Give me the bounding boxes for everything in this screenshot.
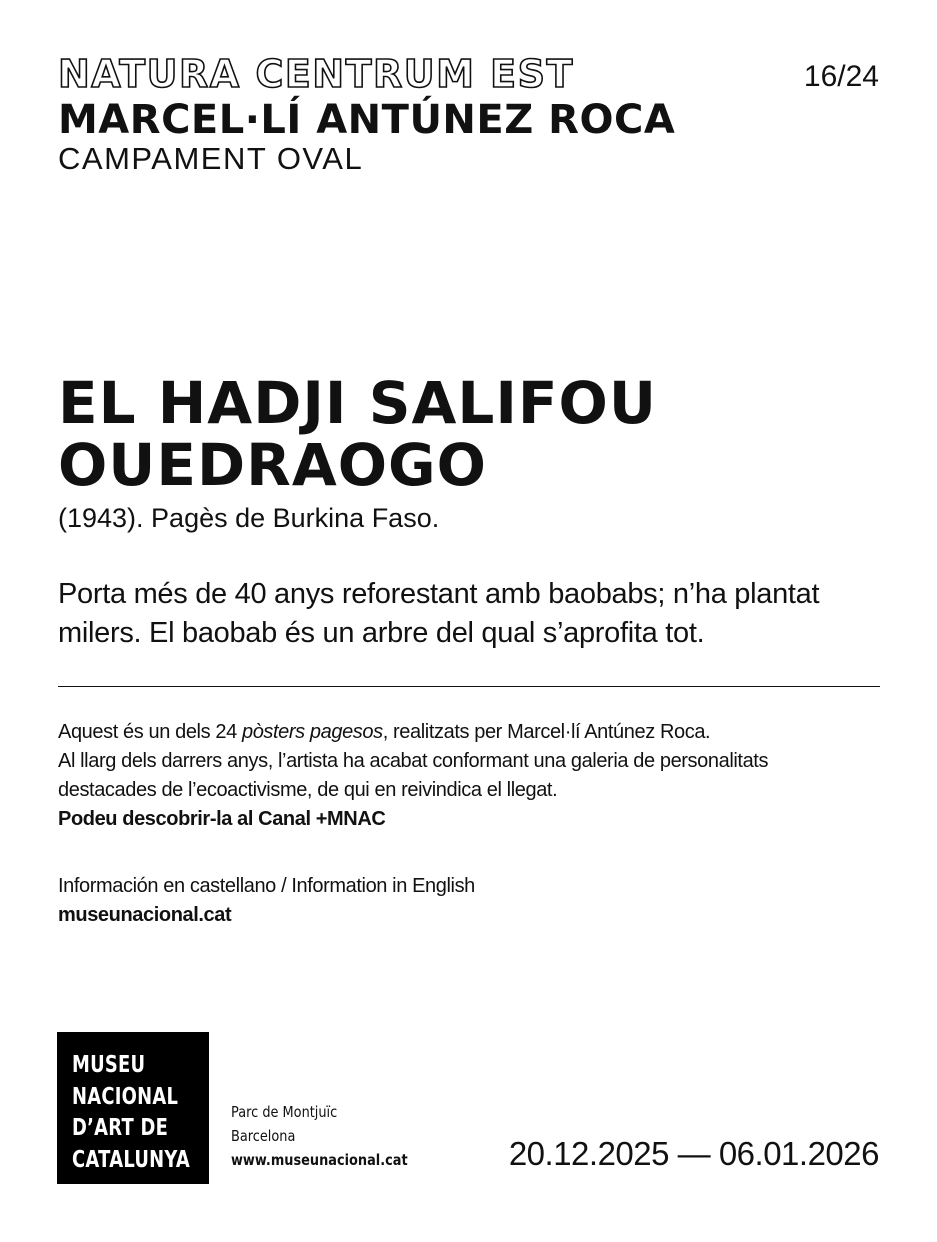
address-line-1: Parc de Montjuïc xyxy=(231,1103,338,1121)
logo-line-3: D’ART DE xyxy=(72,1115,169,1141)
person-name-line-2: OUEDRAOGO xyxy=(58,431,487,499)
info-line-1-suffix: , realitzats per Marcel·lí Antúnez Roca. xyxy=(382,721,711,743)
person-name-line-1: EL HADJI SALIFOU xyxy=(58,369,657,437)
description-line-2: milers. El baobab és un arbre del qual s’aprofita tot. xyxy=(58,617,705,649)
website-link[interactable]: museunacional.cat xyxy=(58,904,232,926)
divider xyxy=(58,686,880,687)
logo-line-1: MUSEU xyxy=(72,1052,146,1078)
artist-name: MARCEL·LÍ ANTÚNEZ ROCA xyxy=(58,97,676,143)
canal-mnac-link[interactable]: Podeu descobrir-la al Canal +MNAC xyxy=(58,808,386,830)
logo-line-4: CATALUNYA xyxy=(72,1146,191,1173)
info-line-3: destacades de l’ecoactivisme, de qui en reivindica el llegat. xyxy=(58,779,558,801)
series-title: NATURA CENTRUM EST xyxy=(58,52,574,96)
person-dates: (1943). Pagès de Burkina Faso. xyxy=(58,503,440,533)
address-url-link[interactable]: www.museunacional.cat xyxy=(231,1151,408,1169)
exhibition-dates: 20.12.2025 — 06.01.2026 xyxy=(508,1135,879,1172)
museum-logo xyxy=(57,1032,209,1184)
info-line-1-italic: pòsters pagesos xyxy=(241,721,383,743)
info-line-1-prefix: Aquest és un dels 24 xyxy=(58,721,242,743)
description-line-1: Porta més de 40 anys reforestant amb baobabs; n’ha plantat xyxy=(58,578,820,610)
museum-address xyxy=(231,1100,408,1172)
exhibition-subtitle: CAMPAMENT OVAL xyxy=(58,141,364,176)
person-description xyxy=(58,575,888,653)
person-name xyxy=(58,369,898,499)
address-line-2: Barcelona xyxy=(231,1127,296,1145)
info-line-2: Al llarg dels darrers anys, l’artista ha acabat conformant una galeria de personalitats xyxy=(58,750,769,772)
info-paragraph xyxy=(58,718,898,834)
info-line-1 xyxy=(58,718,898,747)
logo-line-2: NACIONAL xyxy=(72,1083,179,1110)
language-line: Información en castellano / Information in English xyxy=(58,875,475,897)
language-info xyxy=(58,872,475,930)
page-counter: 16/24 xyxy=(803,60,879,93)
